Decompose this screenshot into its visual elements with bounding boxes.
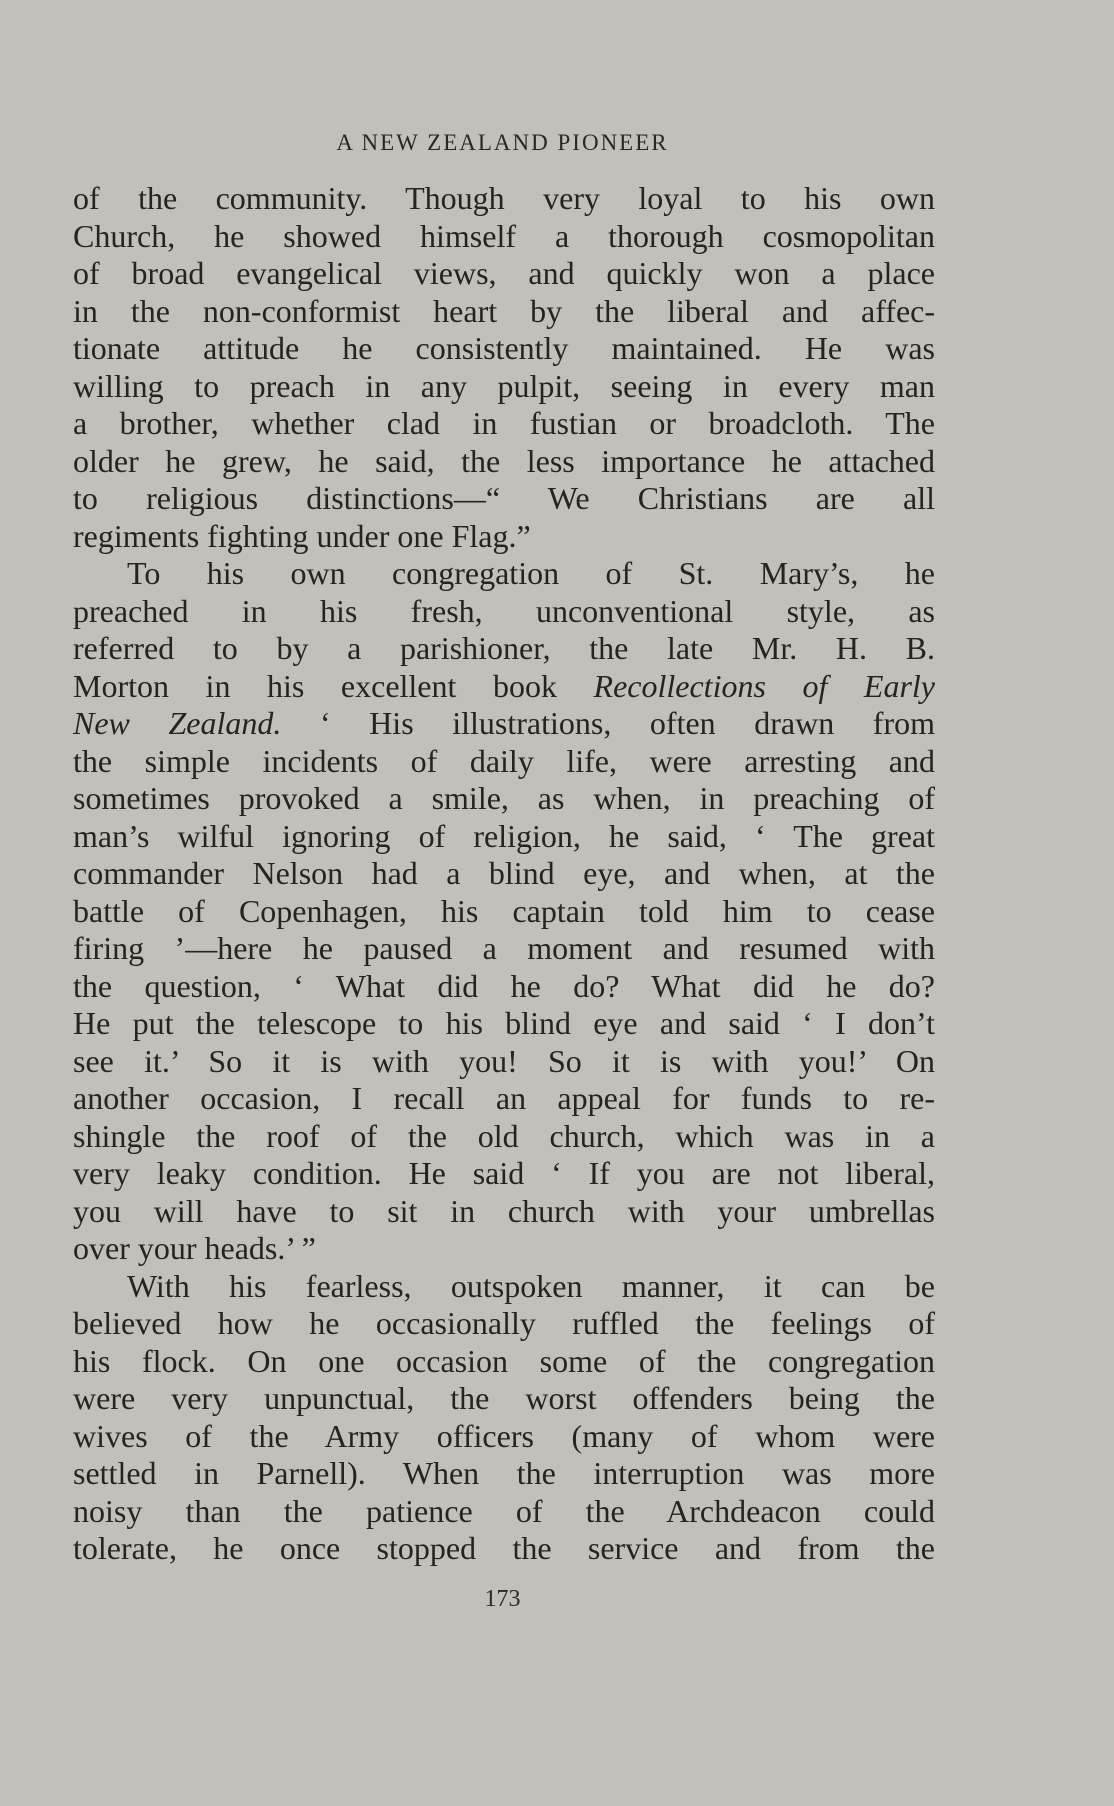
text-line: of broad evangelical views, and quickly won a place	[73, 255, 935, 291]
text-line: wives of the Army officers (many of whom were	[73, 1417, 935, 1454]
running-head: A NEW ZEALAND PIONEER	[336, 130, 669, 155]
text-line: over your heads.’ ”	[73, 1230, 316, 1266]
text-line: Church, he showed himself a thorough cosmopolitan	[73, 217, 935, 254]
text-line: older he grew, he said, the less importance he attached	[73, 442, 935, 479]
text-line: He put the telescope to his blind eye and said ‘ I don’t	[73, 1005, 935, 1041]
text-line: believed how he occasionally ruffled the feelings of	[73, 1305, 935, 1341]
text-line: another occasion, I recall an appeal for funds to re-	[73, 1080, 935, 1116]
text-line: preached in his fresh, unconventional style, as	[73, 592, 935, 629]
text-line: in the non-conformist heart by the liberal and affec-	[73, 292, 935, 329]
page-number: 173	[484, 1586, 521, 1612]
text-line: noisy than the patience of the Archdeacon could	[73, 1492, 935, 1529]
text-line: sometimes provoked a smile, as when, in preaching of	[73, 780, 935, 816]
text-line: With his fearless, outspoken manner, it can be	[127, 1267, 935, 1304]
text-line: Morton in his excellent book Recollections of Early	[73, 667, 936, 704]
text-line: man’s wilful ignoring of religion, he said, ‘ The great	[73, 817, 935, 854]
text-line: his flock. On one occasion some of the congregation	[73, 1342, 935, 1379]
text-line: battle of Copenhagen, his captain told him to cease	[73, 892, 935, 929]
body-text	[73, 180, 935, 1568]
text-line: commander Nelson had a blind eye, and when, at the	[73, 855, 935, 891]
text-line: of the community. Though very loyal to his own	[73, 180, 935, 216]
text-line: tionate attitude he consistently maintained. He was	[73, 330, 935, 366]
text-line: tolerate, he once stopped the service and from the	[73, 1530, 935, 1566]
text-line: settled in Parnell). When the interruption was more	[73, 1455, 935, 1491]
text-line: shingle the roof of the old church, which was in a	[73, 1117, 935, 1154]
text-line: willing to preach in any pulpit, seeing in every man	[73, 367, 935, 404]
text-line: firing ’—here he paused a moment and resumed with	[73, 930, 935, 966]
text-line: regiments fighting under one Flag.”	[73, 517, 531, 554]
text-line: you will have to sit in church with your umbrellas	[73, 1192, 935, 1229]
text-line: New Zealand. ‘ His illustrations, often drawn from	[73, 705, 936, 741]
text-line: were very unpunctual, the worst offenders being the	[73, 1380, 935, 1416]
text-line: the simple incidents of daily life, were arresting and	[73, 742, 935, 779]
text-line: very leaky condition. He said ‘ If you are not liberal,	[73, 1155, 935, 1191]
text-line: the question, ‘ What did he do? What did he do?	[73, 967, 935, 1004]
text-line: a brother, whether clad in fustian or broadcloth. The	[73, 405, 935, 441]
text-line: see it.’ So it is with you! So it is with you!’ On	[73, 1042, 935, 1079]
text-line: To his own congregation of St. Mary’s, he	[127, 555, 935, 591]
text-line: to religious distinctions—“ We Christians are all	[73, 480, 935, 516]
text-line: referred to by a parishioner, the late Mr. H. B.	[73, 630, 935, 666]
